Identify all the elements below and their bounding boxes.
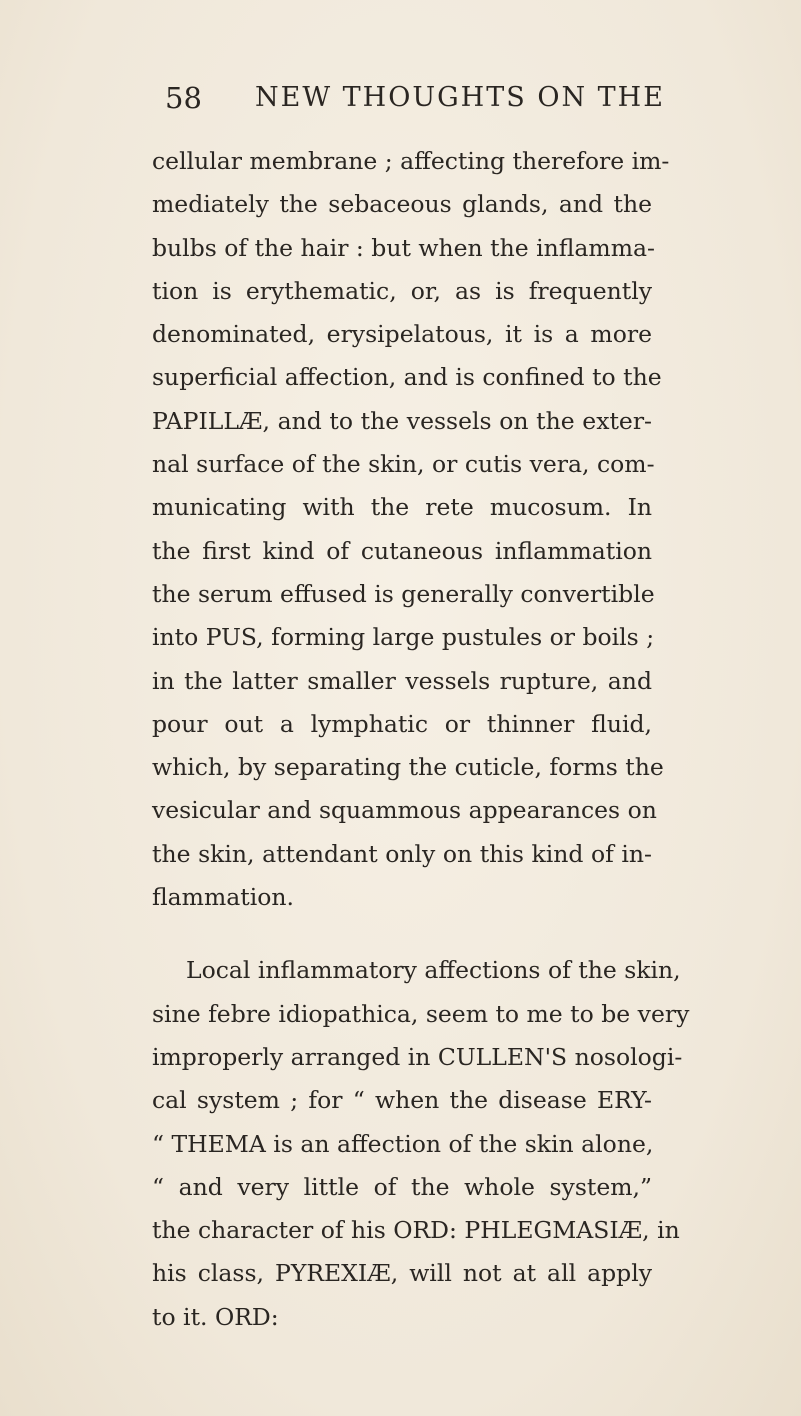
page-number: 58 xyxy=(165,81,202,115)
text-line: vesicular and squammous appearances on xyxy=(152,796,657,825)
text-line: municating with the rete mucosum. In xyxy=(152,493,652,522)
text-line: denominated, erysipelatous, it is a more xyxy=(152,320,652,349)
text-line: the serum effused is generally convertible xyxy=(152,579,655,608)
text-line: mediately the sebaceous glands, and the xyxy=(152,190,652,219)
text-line: improperly arranged in CULLEN'S nosologi- xyxy=(152,1042,683,1071)
text-line: to it. ORD: xyxy=(152,1302,279,1331)
text-line: the first kind of cutaneous inflammation xyxy=(152,536,652,565)
text-line: “ THEMA is an affection of the skin alone, xyxy=(152,1129,654,1158)
text-line: Local inflammatory affections of the skin, xyxy=(186,956,681,985)
text-line: “ and very little of the whole system,” xyxy=(152,1172,652,1201)
text-line: pour out a lymphatic or thinner fluid, xyxy=(152,709,652,738)
text-line: which, by separating the cuticle, forms the xyxy=(152,753,664,782)
text-line: his class, PYREXIÆ, will not at all apply xyxy=(152,1259,652,1288)
text-line: flammation. xyxy=(152,883,294,912)
text-line: tion is erythematic, or, as is frequently xyxy=(152,276,652,305)
text-line: nal surface of the skin, or cutis vera, com- xyxy=(152,450,655,479)
body-text xyxy=(152,140,690,1339)
text-line: into PUS, forming large pustules or boils ; xyxy=(152,623,655,652)
text-line: cal system ; for “ when the disease ERY- xyxy=(152,1086,652,1115)
paragraph-1 xyxy=(152,140,670,919)
text-line: sine febre idiopathica, seem to me to be very xyxy=(152,999,690,1028)
paragraph-2 xyxy=(152,949,690,1339)
text-line: the character of his ORD: PHLEGMASIÆ, in xyxy=(152,1216,680,1245)
text-line: cellular membrane ; affecting therefore im- xyxy=(152,147,670,175)
text-line: superficial affection, and is confined to the xyxy=(152,363,662,392)
text-line: PAPILLÆ, and to the vessels on the exter- xyxy=(152,406,652,435)
text-line: bulbs of the hair : but when the inflamma- xyxy=(152,233,655,262)
page-header xyxy=(0,78,801,118)
running-head: NEW THOUGHTS ON THE xyxy=(255,82,665,113)
text-line: the skin, attendant only on this kind of in- xyxy=(152,839,652,868)
text-line: in the latter smaller vessels rupture, and xyxy=(152,666,652,695)
